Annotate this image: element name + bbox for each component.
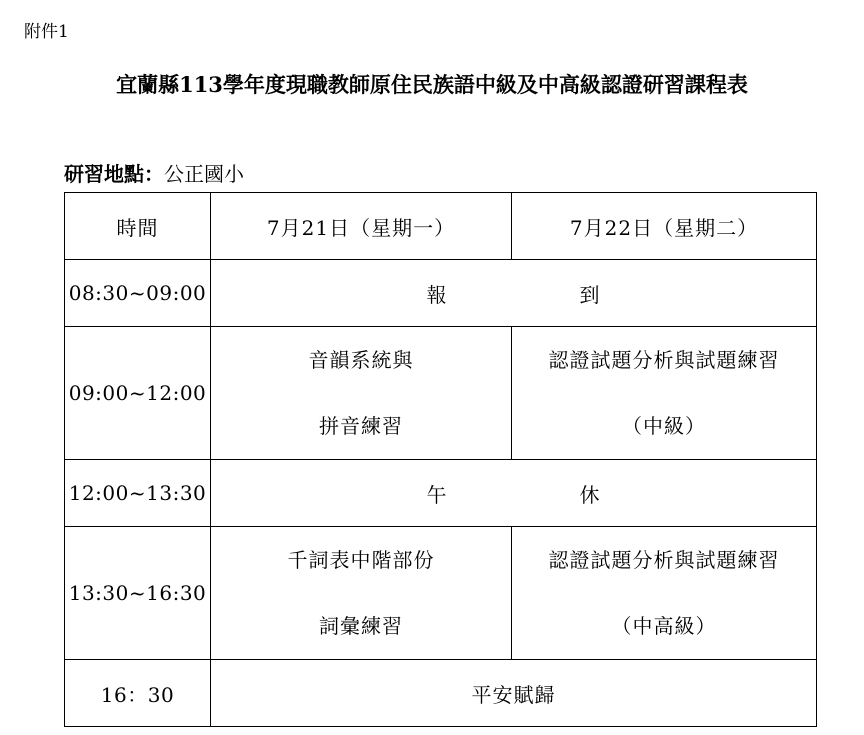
header-day2: 7月22日（星期二）	[512, 193, 817, 260]
session-cell-day1	[211, 527, 512, 660]
time-cell: 12:00~13:30	[65, 460, 211, 527]
table-row	[65, 660, 817, 727]
session-line: 認證試題分析與試題練習	[548, 548, 780, 572]
table-row	[65, 527, 817, 660]
table-row	[65, 260, 817, 327]
registration-char-2: 到	[579, 282, 601, 307]
session-line: 拼音練習	[319, 414, 403, 438]
location-value: 公正國小	[164, 162, 244, 186]
registration-char-1: 報	[426, 282, 448, 307]
session-cell-day2	[512, 327, 817, 460]
schedule-table	[64, 192, 817, 727]
document-title: 宜蘭縣113學年度現職教師原住民族語中級及中高級認證研習課程表	[116, 72, 748, 97]
time-cell: 08:30~09:00	[65, 260, 211, 327]
registration-cell	[211, 260, 817, 327]
dismissal-cell: 平安賦歸	[211, 660, 817, 727]
location-label: 研習地點：	[64, 162, 164, 186]
header-row	[65, 193, 817, 260]
session-line: 音韻系統與	[308, 348, 414, 372]
session-line: 詞彙練習	[319, 614, 403, 638]
header-time: 時間	[65, 193, 211, 260]
session-line: （中高級）	[611, 614, 717, 638]
lunch-break-cell	[211, 460, 817, 527]
session-line: 千詞表中階部份	[287, 548, 435, 572]
session-cell-day2	[512, 527, 817, 660]
header-day1: 7月21日（星期一）	[211, 193, 512, 260]
time-cell: 13:30~16:30	[65, 527, 211, 660]
session-cell-day1	[211, 327, 512, 460]
table-row	[65, 327, 817, 460]
lunch-char-2: 休	[579, 482, 601, 507]
time-cell: 16：30	[65, 660, 211, 727]
location-line	[64, 159, 244, 189]
session-line: 認證試題分析與試題練習	[548, 348, 780, 372]
table-row	[65, 460, 817, 527]
session-line: （中級）	[622, 414, 706, 438]
lunch-char-1: 午	[426, 482, 448, 507]
time-cell: 09:00~12:00	[65, 327, 211, 460]
attachment-label: 附件1	[24, 22, 69, 42]
